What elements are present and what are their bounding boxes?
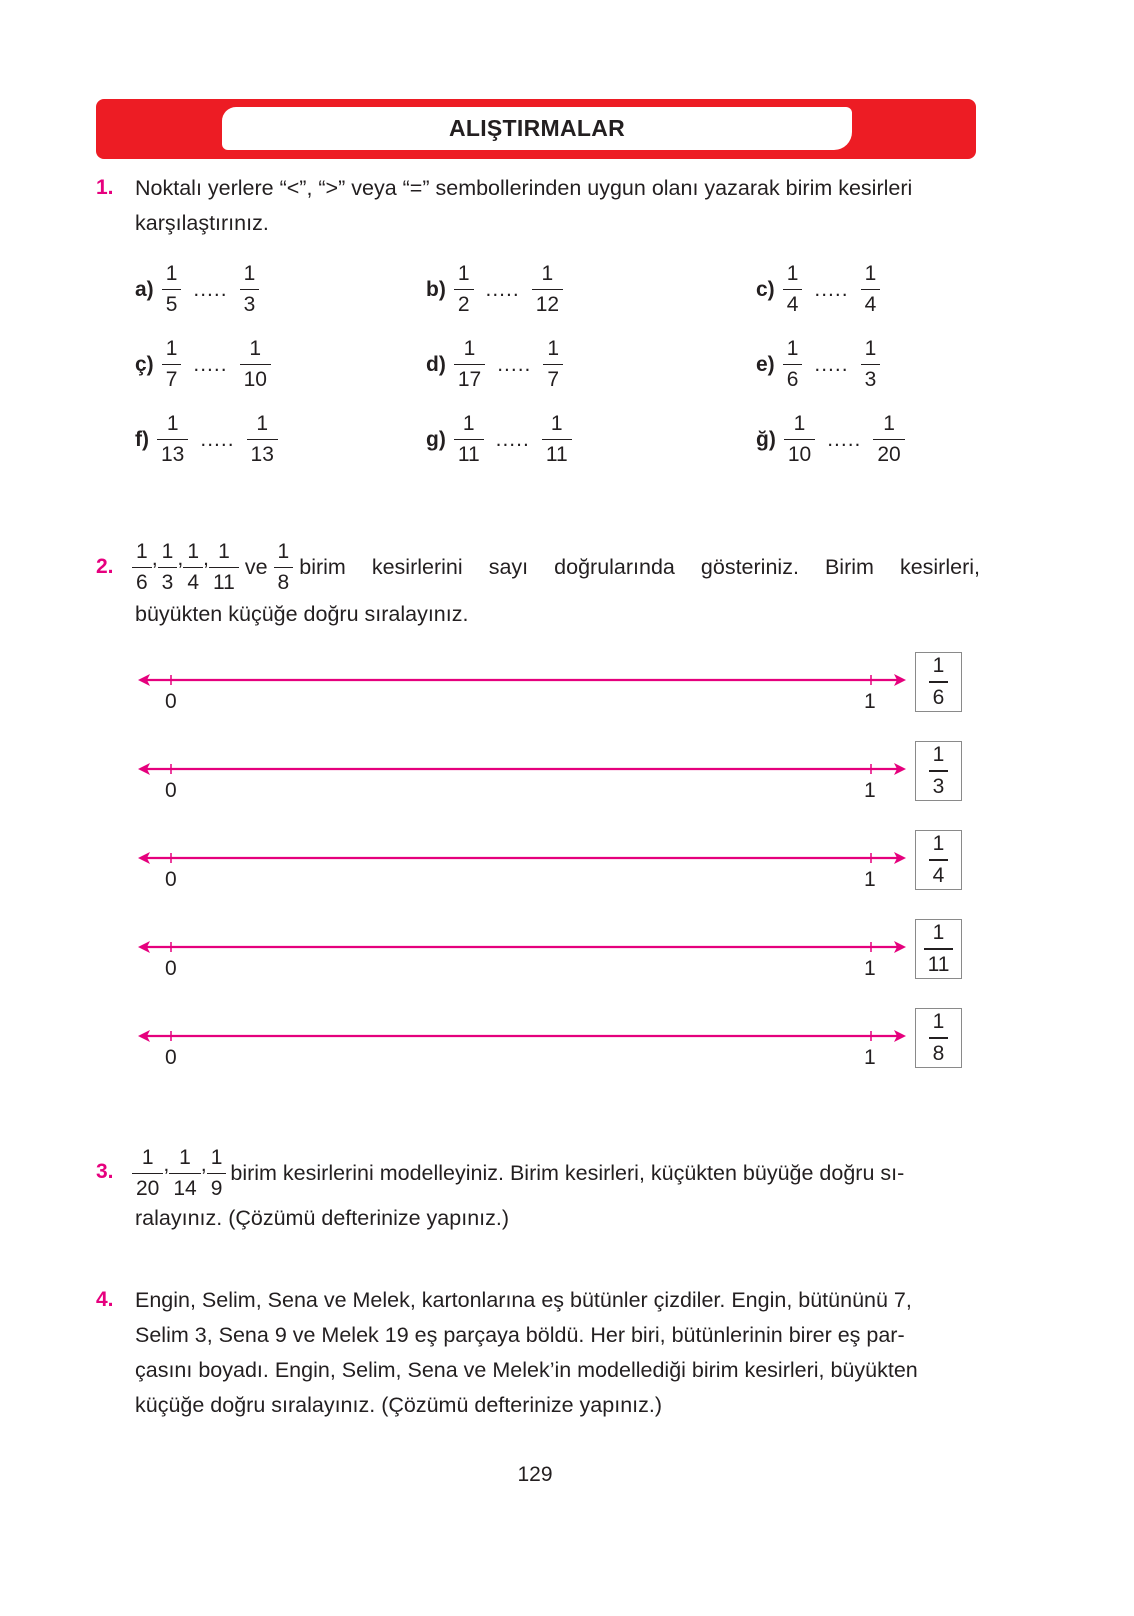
conjunction: ve: [244, 555, 268, 580]
fraction: [532, 262, 563, 317]
comma: ,: [177, 546, 184, 571]
fraction-bar: [929, 770, 949, 771]
blank-dots: .....: [193, 352, 228, 376]
denominator: 8: [277, 571, 290, 595]
denominator: 7: [165, 368, 178, 392]
fraction-bar: [169, 1173, 200, 1174]
denominator: 3: [932, 774, 945, 798]
comparison-item: [756, 262, 880, 317]
fraction: [543, 337, 563, 392]
numerator: 1: [541, 262, 554, 285]
tick-label-zero: 0: [165, 779, 177, 802]
fraction-bar: [247, 439, 278, 440]
fraction-bar: [158, 567, 178, 568]
numerator: 1: [883, 412, 895, 435]
numerator: 1: [932, 743, 945, 767]
tick-label-zero: 0: [165, 868, 177, 891]
tick-label-one: 1: [864, 868, 876, 891]
blank-dots: .....: [497, 352, 532, 376]
fraction-bar: [861, 364, 881, 365]
exercise-3-question: [132, 1146, 904, 1201]
fraction: [542, 412, 572, 467]
exercise-4-line: Selim 3, Sena 9 ve Melek 19 eş parçaya böldü. Her biri, bütünlerinin birer eş par-: [135, 1323, 905, 1347]
fraction: [240, 337, 271, 392]
fraction: [158, 540, 178, 595]
tick-label-one: 1: [864, 779, 876, 802]
comma: ,: [163, 1152, 170, 1177]
exercise-4-text: [135, 1283, 980, 1423]
fraction-bar: [873, 439, 904, 440]
comparison-item: [426, 412, 572, 467]
denominator: 17: [457, 368, 482, 392]
denominator: 6: [786, 368, 799, 392]
fraction-bar: [543, 364, 563, 365]
comparison-item: [135, 262, 259, 317]
item-label: d): [426, 352, 446, 376]
fraction: [247, 412, 278, 467]
numerator: 1: [932, 921, 945, 945]
item-label: b): [426, 277, 446, 301]
fraction-bar: [924, 948, 954, 949]
fraction: [861, 262, 881, 317]
fraction-bar: [784, 439, 815, 440]
numerator: 1: [165, 337, 178, 360]
denominator: 3: [864, 368, 877, 392]
denominator: 3: [161, 571, 174, 595]
exercise-3-text-1: birim kesirlerini modelleyiniz. Birim kesirleri, küçükten büyüğe doğru sı-: [230, 1161, 905, 1186]
numerator: 1: [463, 337, 476, 360]
fraction-bar: [454, 439, 484, 440]
numerator: 1: [179, 1146, 191, 1169]
number-line: [138, 927, 908, 967]
numerator: 1: [165, 262, 178, 285]
denominator: 10: [787, 443, 812, 467]
denominator: 4: [932, 863, 945, 887]
numerator: 1: [161, 540, 174, 563]
exercise-4-line: Engin, Selim, Sena ve Melek, kartonlarına eş bütünler çizdiler. Engin, bütününü 7,: [135, 1288, 912, 1312]
numerator: 1: [277, 540, 290, 563]
denominator: 2: [457, 293, 470, 317]
exercise-2-question: [132, 540, 980, 595]
page-title: ALIŞTIRMALAR: [222, 107, 852, 150]
fraction-bar: [183, 567, 203, 568]
tick-label-zero: 0: [165, 690, 177, 713]
exercise-1-number: 1.: [96, 176, 114, 199]
fraction-bar: [929, 1037, 949, 1038]
denominator: 11: [927, 952, 950, 976]
comparison-item: [426, 337, 563, 392]
fraction: [183, 540, 203, 595]
numerator: 1: [932, 832, 945, 856]
exercise-2-number: 2.: [96, 555, 114, 578]
fraction: [274, 540, 294, 595]
blank-dots: .....: [193, 277, 228, 301]
fraction-bar: [783, 289, 803, 290]
denominator: 4: [786, 293, 799, 317]
fraction: [873, 412, 904, 467]
comma: ,: [203, 546, 210, 571]
fraction-bar: [783, 364, 803, 365]
comma: ,: [200, 1152, 207, 1177]
number-line: [138, 660, 908, 700]
numerator: 1: [864, 337, 877, 360]
denominator: 5: [165, 293, 178, 317]
exercise-3-text-2: ralayınız. (Çözümü defterinize yapınız.): [135, 1206, 510, 1230]
fraction-bar: [929, 681, 949, 682]
tick-label-one: 1: [864, 690, 876, 713]
numerator: 1: [136, 540, 148, 563]
denominator: 4: [864, 293, 877, 317]
tick-label-one: 1: [864, 1046, 876, 1069]
fraction: [132, 540, 152, 595]
fraction-bar: [274, 567, 294, 568]
item-label: c): [756, 277, 775, 301]
fraction-bar: [454, 364, 485, 365]
exercise-4-line: küçüğe doğru sıralayınız. (Çözümü defterinize yapınız.): [135, 1393, 663, 1417]
item-label: ğ): [756, 427, 776, 451]
fraction-bar: [207, 1173, 227, 1174]
numerator: 1: [786, 262, 799, 285]
numerator: 1: [249, 337, 262, 360]
comma: ,: [151, 546, 158, 571]
numerator: 1: [187, 540, 200, 563]
comparison-item: [756, 337, 880, 392]
fraction: [240, 262, 260, 317]
fraction-bar: [132, 567, 152, 568]
fraction-bar: [542, 439, 572, 440]
numerator: 1: [210, 1146, 223, 1169]
denominator: 11: [213, 571, 235, 595]
number-line: [138, 749, 908, 789]
fraction-bar: [132, 1173, 163, 1174]
fraction: [929, 654, 949, 709]
blank-dots: .....: [827, 427, 862, 451]
fraction-bar: [240, 364, 271, 365]
fraction: [454, 337, 485, 392]
fraction: [157, 412, 188, 467]
denominator: 20: [136, 1177, 160, 1201]
denominator: 12: [535, 293, 560, 317]
fraction: [929, 743, 949, 798]
item-label: a): [135, 277, 154, 301]
item-label: e): [756, 352, 775, 376]
fraction-bar: [454, 289, 474, 290]
fraction-bar: [209, 567, 239, 568]
denominator: 6: [932, 685, 945, 709]
blank-dots: .....: [200, 427, 235, 451]
denominator: 9: [210, 1177, 223, 1201]
fraction: [209, 540, 239, 595]
fraction-box: [915, 919, 962, 979]
fraction-bar: [162, 289, 182, 290]
denominator: 4: [187, 571, 200, 595]
denominator: 11: [545, 443, 568, 467]
exercise-4-number: 4.: [96, 1288, 114, 1311]
exercise-4-line: çasını boyadı. Engin, Selim, Sena ve Melek’in modellediği birim kesirleri, büyükten: [135, 1358, 918, 1382]
numerator: 1: [462, 412, 475, 435]
denominator: 3: [243, 293, 256, 317]
denominator: 13: [250, 443, 274, 467]
fraction-bar: [929, 859, 949, 860]
comparison-item: [135, 412, 278, 467]
denominator: 6: [136, 571, 148, 595]
denominator: 7: [547, 368, 560, 392]
denominator: 13: [161, 443, 185, 467]
item-label: g): [426, 427, 446, 451]
comparison-item: [426, 262, 563, 317]
fraction-bar: [240, 289, 260, 290]
fraction-box: [915, 652, 962, 712]
numerator: 1: [256, 412, 269, 435]
numerator: 1: [786, 337, 799, 360]
fraction-bar: [532, 289, 563, 290]
numerator: 1: [243, 262, 256, 285]
numerator: 1: [550, 412, 563, 435]
numerator: 1: [141, 1146, 154, 1169]
numerator: 1: [932, 1010, 945, 1034]
fraction-bar: [162, 364, 182, 365]
numerator: 1: [793, 412, 806, 435]
fraction: [454, 412, 484, 467]
fraction: [929, 832, 949, 887]
fraction: [929, 1010, 949, 1065]
tick-label-zero: 0: [165, 1046, 177, 1069]
item-label: ç): [135, 352, 154, 376]
page-number: 129: [517, 1463, 553, 1486]
fraction: [924, 921, 954, 976]
denominator: 14: [173, 1177, 197, 1201]
number-line: [138, 1016, 908, 1056]
blank-dots: .....: [485, 277, 520, 301]
blank-dots: .....: [814, 352, 849, 376]
fraction: [784, 412, 815, 467]
fraction-bar: [157, 439, 188, 440]
fraction-bar: [861, 289, 881, 290]
blank-dots: .....: [495, 427, 530, 451]
fraction: [454, 262, 474, 317]
fraction-box: [915, 1008, 962, 1068]
fraction: [861, 337, 881, 392]
comparison-item: [135, 337, 271, 392]
fraction-box: [915, 830, 962, 890]
number-line: [138, 838, 908, 878]
denominator: 10: [243, 368, 267, 392]
numerator: 1: [547, 337, 560, 360]
denominator: 20: [877, 443, 901, 467]
fraction: [132, 1146, 163, 1201]
numerator: 1: [864, 262, 877, 285]
exercise-2-text-2: büyükten küçüğe doğru sıralayınız.: [135, 602, 469, 626]
tick-label-zero: 0: [165, 957, 177, 980]
numerator: 1: [166, 412, 179, 435]
exercise-1-text: Noktalı yerlere “<”, “>” veya “=” sembollerinden uygun olanı yazarak birim kesirleri karşılaştırınız.: [135, 176, 913, 235]
denominator: 11: [457, 443, 480, 467]
fraction: [169, 1146, 200, 1201]
tick-label-one: 1: [864, 957, 876, 980]
exercise-3-number: 3.: [96, 1160, 114, 1183]
exercises-banner: [96, 99, 976, 159]
fraction: [162, 337, 182, 392]
numerator: 1: [218, 540, 230, 563]
exercise-2-text-1: birim kesirlerini sayı doğrularında gösteriniz. Birim kesirleri,: [299, 555, 980, 580]
numerator: 1: [457, 262, 470, 285]
fraction: [783, 337, 803, 392]
fraction-box: [915, 741, 962, 801]
fraction: [162, 262, 182, 317]
fraction: [207, 1146, 227, 1201]
comparison-item: [756, 412, 905, 467]
numerator: 1: [932, 654, 945, 678]
item-label: f): [135, 427, 149, 451]
blank-dots: .....: [814, 277, 849, 301]
denominator: 8: [932, 1041, 945, 1065]
fraction: [783, 262, 803, 317]
